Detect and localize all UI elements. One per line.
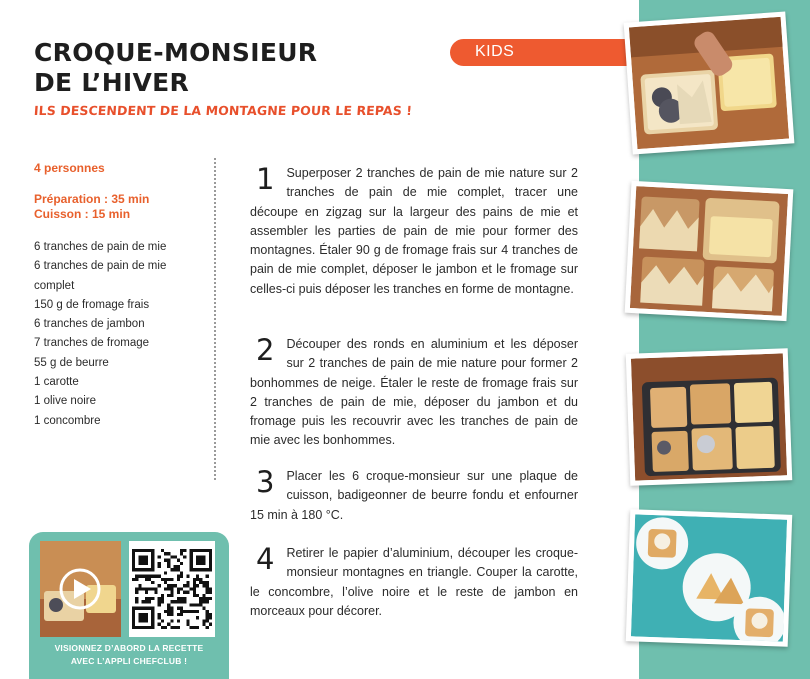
step-photo-2 xyxy=(625,181,794,321)
step-text: Superposer 2 tranches de pain de mie nature sur 2 tranches de pain de mie complet, tracer une découpe en zigzag sur la largeur des pains de mie et assembler les parties de pain de mie pour former des montagnes. Étaler 90 g de fromage frais sur 4 tranches de pain de mie complet, déposer le jambon et le fromage sur celles-ci puis déposer les tranches en forme de montagne. xyxy=(250,166,578,296)
step-4 xyxy=(250,544,578,621)
step-text: Placer les 6 croque-monsieur sur une plaque de cuisson, badigeonner de beurre fondu et enfourner 15 min à 180 °C. xyxy=(250,469,578,522)
ingredient-item: 7 tranches de fromage xyxy=(34,337,150,350)
timing-info xyxy=(34,192,149,222)
video-thumbnail[interactable] xyxy=(40,541,121,637)
recipe-subtitle: ILS DESCENDENT DE LA MONTAGNE POUR LE REPAS ! xyxy=(33,103,413,118)
ingredient-item: 1 carotte xyxy=(34,376,79,389)
title-line-1: CROQUE-MONSIEUR xyxy=(34,38,318,67)
step-3 xyxy=(250,467,578,525)
ingredient-item: 1 olive noire xyxy=(34,395,97,408)
app-promo-box xyxy=(29,532,229,679)
servings: 4 personnes xyxy=(34,161,105,175)
column-divider xyxy=(214,158,216,480)
step-photo-4 xyxy=(626,509,793,647)
step-photo-1 xyxy=(624,12,795,155)
step-number: 3 xyxy=(256,465,275,499)
category-label: KIDS xyxy=(475,43,515,60)
step-text: Retirer le papier d’aluminium, découper les croque-monsieur montagnes en triangle. Couper la carotte, le concombre, l’olive noire et le reste de jambon en morceaux pour décorer. xyxy=(250,546,578,618)
title-line-2: DE L’HIVER xyxy=(34,68,190,97)
step-2 xyxy=(250,335,578,451)
ingredients-list xyxy=(34,238,206,431)
app-promo-caption xyxy=(29,642,229,668)
recipe-title xyxy=(34,38,317,98)
ingredient-item: 6 tranches de pain de mie xyxy=(34,260,167,273)
step-number: 2 xyxy=(256,333,275,367)
ingredient-item: 55 g de beurre xyxy=(34,356,109,369)
prep-time: Préparation : 35 min xyxy=(34,192,150,206)
ingredient-item: 150 g de fromage frais xyxy=(34,298,150,311)
step-1 xyxy=(250,164,578,299)
step-photo-3 xyxy=(626,348,793,486)
caption-line-2: AVEC L’APPLI CHEFCLUB ! xyxy=(70,656,188,666)
qr-code-icon[interactable] xyxy=(129,541,215,637)
caption-line-1: VISIONNEZ D’ABORD LA RECETTE xyxy=(54,643,204,653)
cook-time: Cuisson : 15 min xyxy=(34,207,131,221)
step-number: 4 xyxy=(256,542,275,576)
ingredient-item: 6 tranches de pain de mie xyxy=(34,241,167,253)
ingredient-item: complet xyxy=(34,279,75,292)
step-number: 1 xyxy=(256,162,275,196)
step-text: Découper des ronds en aluminium et les déposer sur 2 tranches de pain de mie nature pour former 2 bonhommes de neige. Étaler le reste de fromage frais sur 2 tranches de pain de mie, déposer du jambon et du fromage puis les recouvrir avec les tranches de pain de mie avec les bonhommes. xyxy=(250,337,578,448)
ingredient-item: 6 tranches de jambon xyxy=(34,318,145,331)
ingredient-item: 1 concombre xyxy=(34,414,101,427)
